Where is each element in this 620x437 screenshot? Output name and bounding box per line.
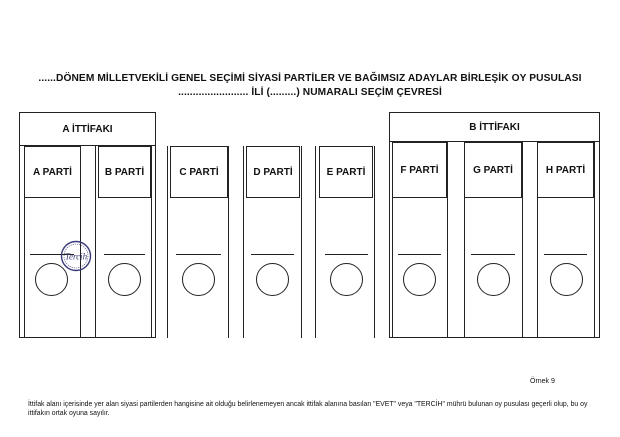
alliance-a-header bbox=[19, 112, 156, 146]
vote-circle-b[interactable] bbox=[108, 263, 141, 296]
party-label-a: A PARTİ bbox=[33, 166, 72, 178]
party-box-g bbox=[464, 142, 522, 198]
vote-circle-c[interactable] bbox=[182, 263, 215, 296]
tercih-stamp-icon bbox=[60, 240, 92, 272]
vote-circle-g[interactable] bbox=[477, 263, 510, 296]
party-box-b bbox=[98, 146, 151, 198]
party-box-c bbox=[170, 146, 228, 198]
ballot-title-line-2: ........................ İLİ (.........) NUMARALI SEÇİM ÇEVRESİ bbox=[178, 87, 442, 98]
vote-circle-e[interactable] bbox=[330, 263, 363, 296]
party-label-e: E PARTİ bbox=[326, 166, 366, 178]
party-label-f: F PARTİ bbox=[400, 164, 439, 176]
vote-circle-d[interactable] bbox=[256, 263, 289, 296]
ballot-title-line-1: ......DÖNEM MİLLETVEKİLİ GENEL SEÇİMİ SİYASİ PARTİLER VE BAĞIMSIZ ADAYLAR BİRLEŞİK OY PUSULASI bbox=[38, 73, 582, 84]
alliance-b-header bbox=[389, 112, 600, 142]
party-label-d: D PARTİ bbox=[253, 166, 293, 178]
footnote: İttifak alanı içerisinde yer alan siyasi partilerden hangisine ait olduğu belirlenemeyen ancak ittifak alanına basılan "EVET" veya "TERCİH" mührü bulunan oy pusulası geçerli olup, bu oy ittifakın ortak oyuna sayılır. bbox=[28, 401, 588, 417]
vote-circle-f[interactable] bbox=[403, 263, 436, 296]
party-label-g: G PARTİ bbox=[473, 164, 513, 176]
vote-circle-h[interactable] bbox=[550, 263, 583, 296]
party-label-h: H PARTİ bbox=[545, 164, 586, 176]
party-box-a bbox=[24, 146, 81, 198]
party-label-c: C PARTİ bbox=[179, 166, 219, 178]
alliance-b-label: B İTTİFAKI bbox=[469, 121, 520, 133]
example-label: Örnek 9 bbox=[530, 378, 555, 385]
party-box-d bbox=[246, 146, 300, 198]
stamp-text: Tercih bbox=[64, 251, 88, 262]
party-label-b: B PARTİ bbox=[104, 166, 145, 178]
party-box-f bbox=[392, 142, 447, 198]
party-box-h bbox=[537, 142, 594, 198]
party-box-e bbox=[319, 146, 373, 198]
alliance-a-label: A İTTİFAKI bbox=[62, 123, 113, 135]
